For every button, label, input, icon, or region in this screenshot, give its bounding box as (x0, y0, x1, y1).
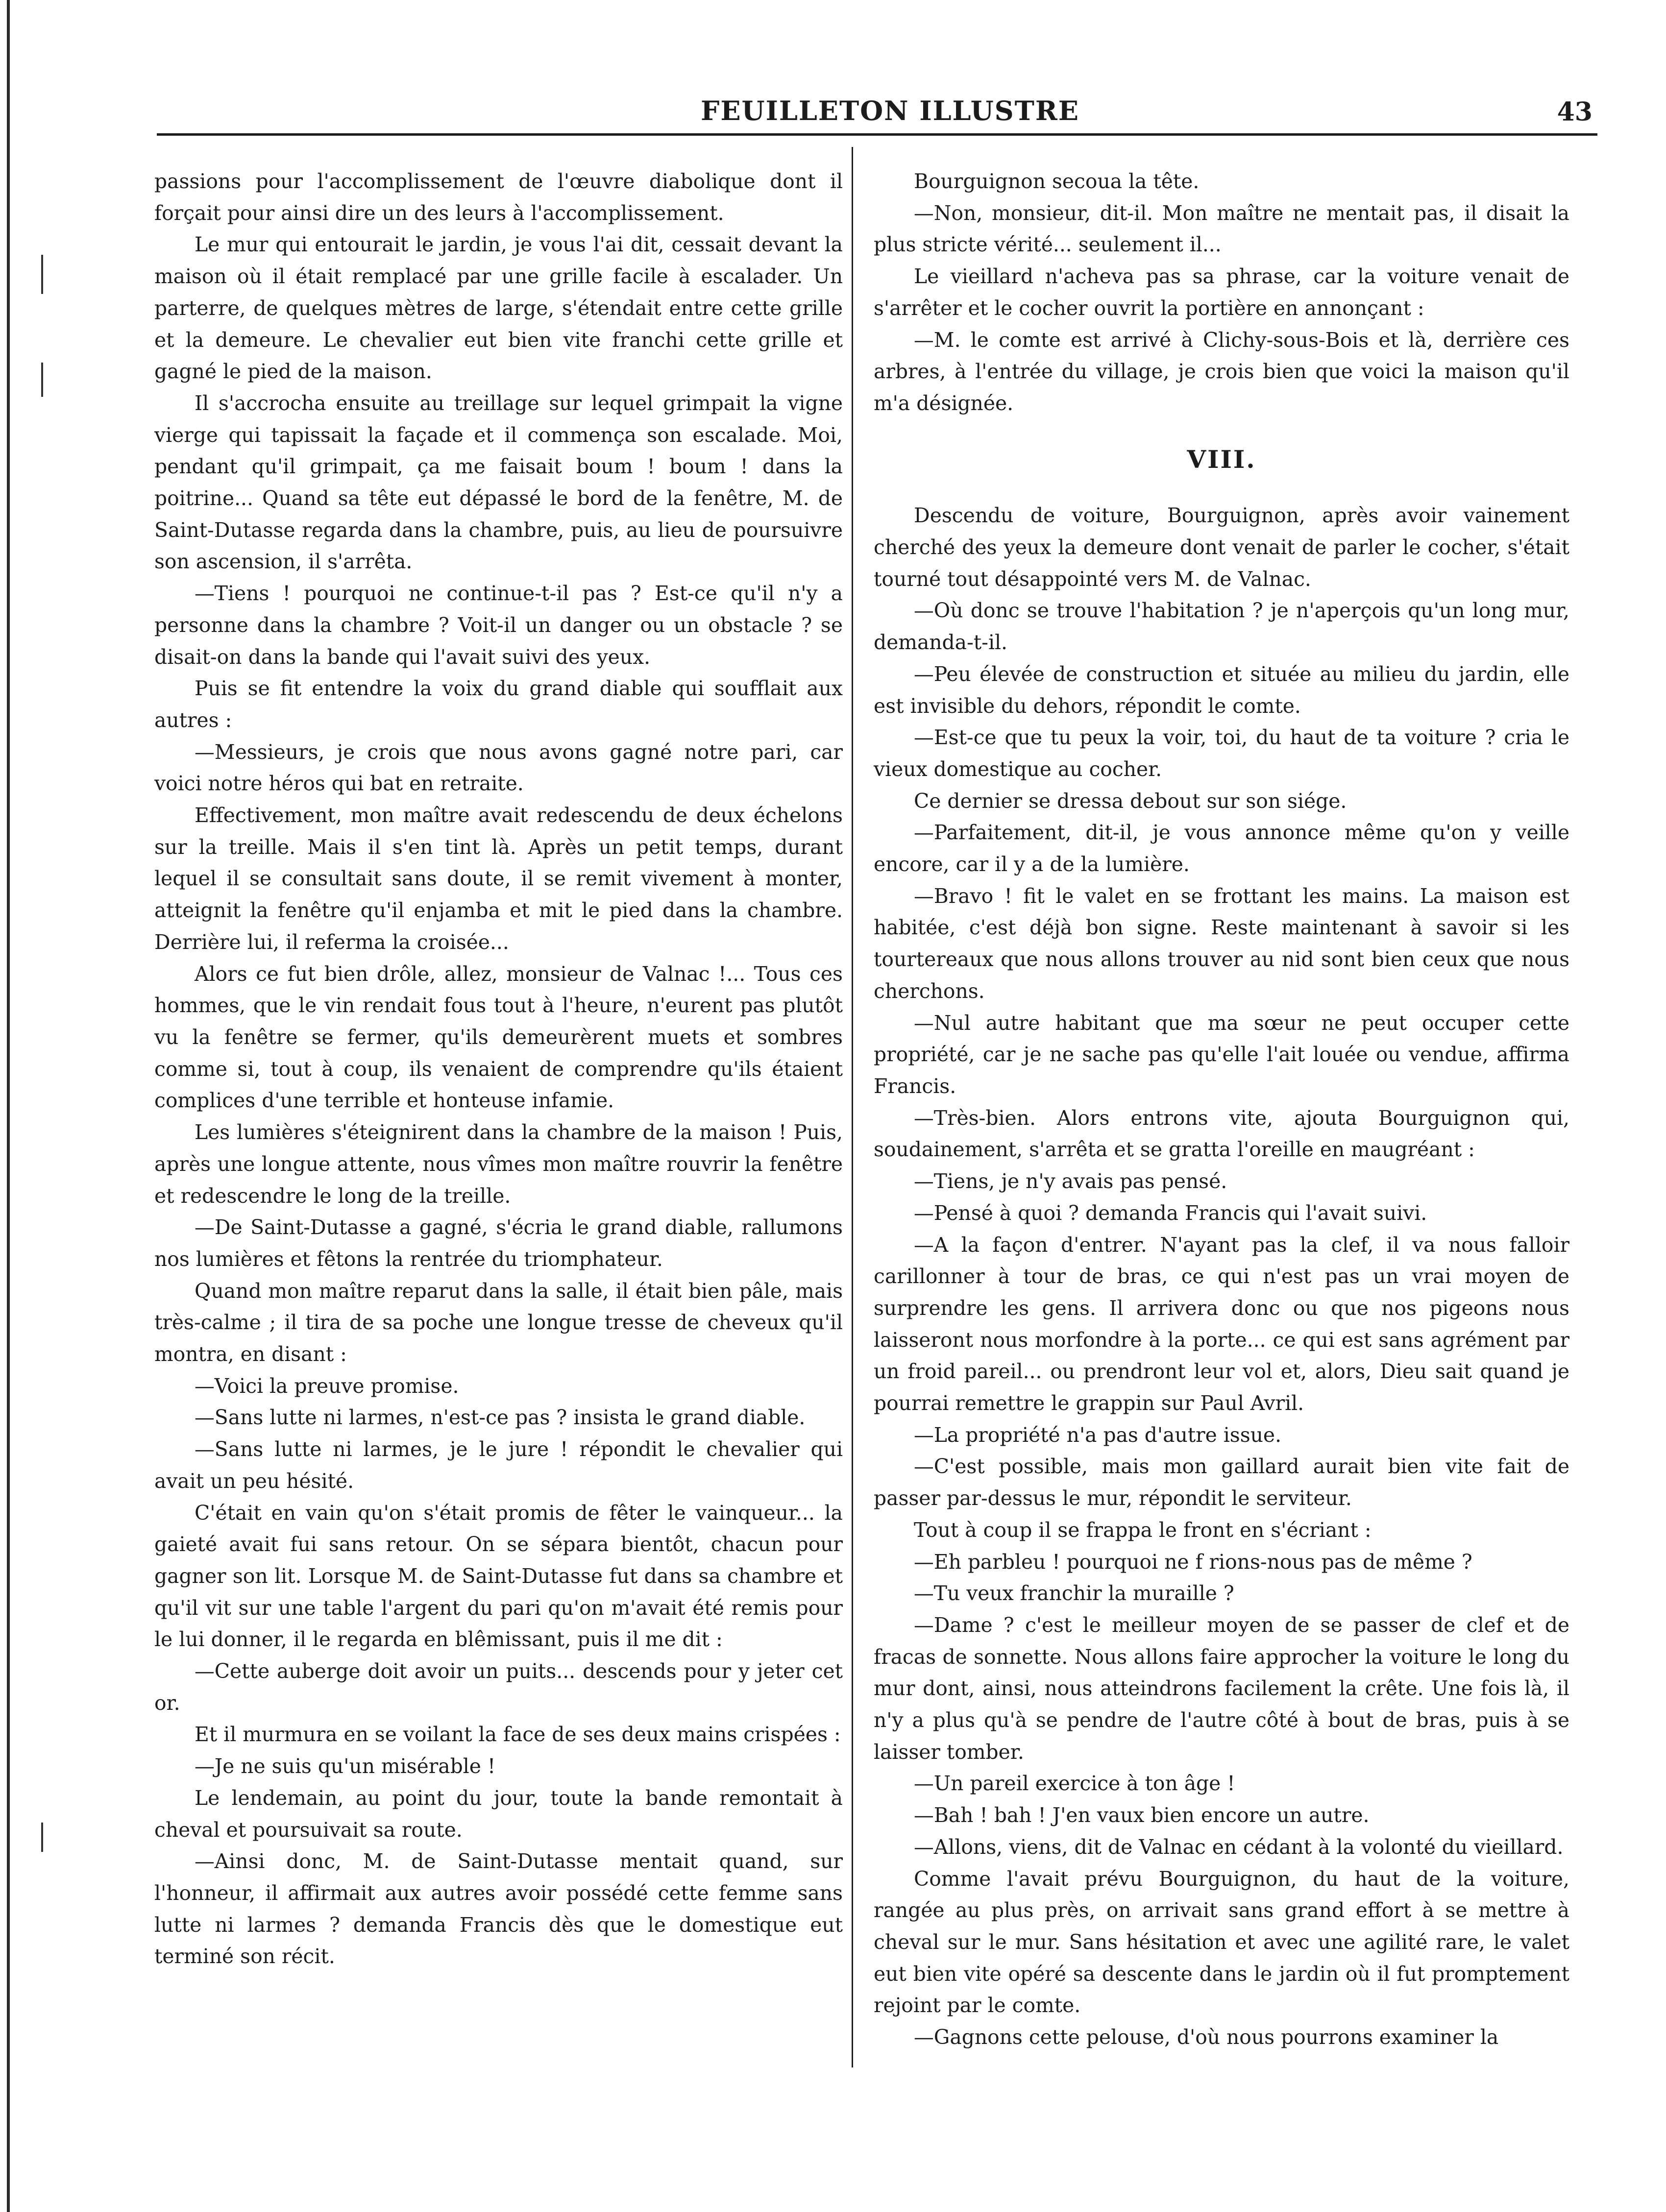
paragraph: Le vieillard n'acheva pas sa phrase, car la voiture venait de s'arrêter et le cocher ouvrit la portière en annonçant : (874, 265, 1569, 320)
paragraph: —Dame ? c'est le meilleur moyen de se passer de clef et de fracas de sonnette. Nous allons faire approcher la voiture le long du mur dont, ainsi, nous atteindrons facilement la crête. Une fois là, il n'y a plus qu'à se pendre de l'autre côté à bout de bras, puis à se laisser tomber. (874, 1613, 1569, 1764)
section-heading: VIII. (1187, 444, 1256, 474)
page-header (157, 91, 1592, 130)
column-divider (852, 147, 853, 2067)
paragraph: Comme l'avait prévu Bourguignon, du haut de la voiture, rangée au plus près, on arrivait sans grand effort à se mettre à cheval sur le mur. Sans hésitation et avec une agilité rare, le valet eut bien vite opéré sa descente dans le jardin où il fut promptement rejoint par le comte. (874, 1867, 1569, 2018)
paragraph: —Voici la preuve promise. (195, 1374, 459, 1398)
paragraph: —Très-bien. Alors entrons vite, ajouta Bourguignon qui, soudainement, s'arrêta et se gratta l'oreille en maugréant : (874, 1106, 1569, 1162)
edge-mark (41, 1823, 43, 1852)
paragraph: Ce dernier se dressa debout sur son siége. (914, 789, 1347, 813)
paragraph: Descendu de voiture, Bourguignon, après avoir vainement cherché des yeux la demeure dont venait de parler le cocher, s'était tourné tout désappointé vers M. de Valnac. (874, 504, 1569, 591)
paragraph: —De Saint-Dutasse a gagné, s'écria le grand diable, rallumons nos lumières et fêtons la rentrée du triomphateur. (154, 1215, 843, 1271)
right-column-top (874, 166, 1569, 419)
paragraph: —Tu veux franchir la muraille ? (914, 1581, 1234, 1605)
paragraph: —Eh parbleu ! pourquoi ne f rions-nous pas de même ? (914, 1550, 1472, 1574)
paragraph: —Nul autre habitant que ma sœur ne peut occuper cette propriété, car je ne sache pas qu'elle l'ait louée ou vendue, affirma Francis. (874, 1011, 1569, 1098)
page-binding-rule (7, 0, 10, 2212)
left-column (154, 166, 843, 1972)
paragraph: —Allons, viens, dit de Valnac en cédant à la volonté du vieillard. (914, 1835, 1564, 1859)
paragraph: —Pensé à quoi ? demanda Francis qui l'avait suivi. (914, 1201, 1427, 1225)
paragraph: —Bah ! bah ! J'en vaux bien encore un autre. (914, 1803, 1370, 1827)
paragraph: —Messieurs, je crois que nous avons gagné notre pari, car voici notre héros qui bat en retraite. (154, 740, 843, 796)
paragraph: —M. le comte est arrivé à Clichy-sous-Bois et là, derrière ces arbres, à l'entrée du village, je crois bien que voici la maison qu'il m'a désignée. (874, 328, 1569, 415)
paragraph: —A la façon d'entrer. N'ayant pas la clef, il va nous falloir carillonner à tour de bras, ce qui n'est pas un vrai moyen de surprendre les gens. Il arrivera donc ou que nos pigeons nous laisseront nous morfondre à la porte... ce qui est sans agrément par un froid pareil... ou prendront leur vol et, alors, Dieu sait quand je pourrai remettre le grappin sur Paul Avril. (874, 1233, 1569, 1415)
paragraph: Effectivement, mon maître avait redescendu de deux échelons sur la treille. Mais il s'en tint là. Après un petit temps, durant lequel il se consultait sans doute, il se remit vivement à monter, atteignit la fenêtre qu'il enjamba et mit le pied dans la chambre. Derrière lui, il referma la croisée... (154, 803, 843, 954)
paragraph: —Cette auberge doit avoir un puits... descends pour y jeter cet or. (154, 1659, 843, 1715)
paragraph: —Sans lutte ni larmes, n'est-ce pas ? insista le grand diable. (195, 1406, 806, 1430)
paragraph: Et il murmura en se voilant la face de ses deux mains crispées : (195, 1723, 841, 1747)
paragraph: —Est-ce que tu peux la voir, toi, du haut de ta voiture ? cria le vieux domestique au cocher. (874, 726, 1569, 781)
paragraph: passions pour l'accomplissement de l'œuvre diabolique dont il forçait pour ainsi dire un des leurs à l'accomplissement. (154, 170, 843, 225)
paragraph: —Non, monsieur, dit-il. Mon maître ne mentait pas, il disait la plus stricte vérité... seulement il... (874, 201, 1569, 257)
paragraph: —Ainsi donc, M. de Saint-Dutasse mentait quand, sur l'honneur, il affirmait aux autres avoir possédé cette femme sans lutte ni larmes ? demanda Francis dès que le domestique eut terminé son récit. (154, 1849, 843, 1969)
paragraph: Tout à coup il se frappa le front en s'écriant : (914, 1518, 1372, 1542)
paragraph: Il s'accrocha ensuite au treillage sur lequel grimpait la vigne vierge qui tapissait la façade et il commença son escalade. Moi, pendant qu'il grimpait, ça me faisait boum ! boum ! dans la poitrine... Quand sa tête eut dépassé le bord de la fenêtre, M. de Saint-Dutasse regarda dans la chambre, puis, au lieu de poursuivre son ascension, il s'arrêta. (154, 391, 843, 574)
paragraph: —Gagnons cette pelouse, d'où nous pourrons examiner la (914, 2025, 1499, 2049)
paragraph: Les lumières s'éteignirent dans la chambre de la maison ! Puis, après une longue attente, nous vîmes mon maître rouvrir la fenêtre et redescendre le long de la treille. (154, 1120, 843, 1208)
paragraph: C'était en vain qu'on s'était promis de fêter le vainqueur... la gaieté avait fui sans retour. On se sépara bientôt, chacun pour gagner son lit. Lorsque M. de Saint-Dutasse fut dans sa chambre et qu'il vit sur une table l'argent du pari qu'on m'avait été remis pour le lui donner, il le regarda en blêmissant, puis il me dit : (154, 1501, 843, 1652)
paragraph: Alors ce fut bien drôle, allez, monsieur de Valnac !... Tous ces hommes, que le vin rendait fous tout à l'heure, n'eurent pas plutôt vu la fenêtre se fermer, qu'ils demeurèrent muets et sombres comme si, tout à coup, ils venaient de comprendre qu'ils étaient complices d'une terrible et honteuse infamie. (154, 962, 843, 1113)
paragraph: —Parfaitement, dit-il, je vous annonce même qu'on y veille encore, car il y a de la lumière. (874, 821, 1569, 876)
right-column (874, 166, 1569, 2053)
edge-mark (41, 255, 43, 294)
paragraph: —Où donc se trouve l'habitation ? je n'aperçois qu'un long mur, demanda-t-il. (874, 599, 1569, 655)
paragraph: —Peu élevée de construction et située au milieu du jardin, elle est invisible du dehors, répondit le comte. (874, 662, 1569, 718)
edge-mark (41, 363, 43, 397)
header-rule (157, 133, 1597, 136)
paragraph: —C'est possible, mais mon gaillard aurait bien vite fait de passer par-dessus le mur, répondit le serviteur. (874, 1455, 1569, 1510)
paragraph: —Tiens, je n'y avais pas pensé. (914, 1169, 1227, 1193)
paragraph: Quand mon maître reparut dans la salle, il était bien pâle, mais très-calme ; il tira de sa poche une longue tresse de cheveux qu'il montra, en disant : (154, 1279, 843, 1366)
paragraph: —Bravo ! fit le valet en se frottant les mains. La maison est habitée, c'est déjà bon signe. Reste maintenant à savoir si les tourtereaux que nous allons trouver au nid sont bien ceux que nous cherchons. (874, 884, 1569, 1003)
paragraph: —Tiens ! pourquoi ne continue-t-il pas ? Est-ce qu'il n'y a personne dans la chambre ? Voit-il un danger ou un obstacle ? se disait-on dans la bande qui l'avait suivi des yeux. (154, 582, 843, 669)
right-column-bottom (874, 500, 1569, 2053)
running-title: FEUILLETON ILLUSTRE (701, 95, 1079, 126)
paragraph: —La propriété n'a pas d'autre issue. (914, 1423, 1282, 1447)
paragraph: —Un pareil exercice à ton âge ! (914, 1772, 1235, 1796)
page-number: 43 (1557, 97, 1592, 127)
paragraph: —Sans lutte ni larmes, je le jure ! répondit le chevalier qui avait un peu hésité. (154, 1437, 843, 1493)
paragraph: Le lendemain, au point du jour, toute la bande remontait à cheval et poursuivait sa route. (154, 1786, 843, 1842)
paragraph: —Je ne suis qu'un misérable ! (195, 1754, 496, 1778)
paragraph: Puis se fit entendre la voix du grand diable qui soufflait aux autres : (154, 677, 843, 732)
paragraph: Bourguignon secoua la tête. (914, 170, 1200, 193)
paragraph: Le mur qui entourait le jardin, je vous l'ai dit, cessait devant la maison où il était remplacé par une grille facile à escalader. Un parterre, de quelques mètres de large, s'étendait entre cette grille et la demeure. Le chevalier eut bien vite franchi cette grille et gagné le pied de la maison. (154, 233, 843, 384)
